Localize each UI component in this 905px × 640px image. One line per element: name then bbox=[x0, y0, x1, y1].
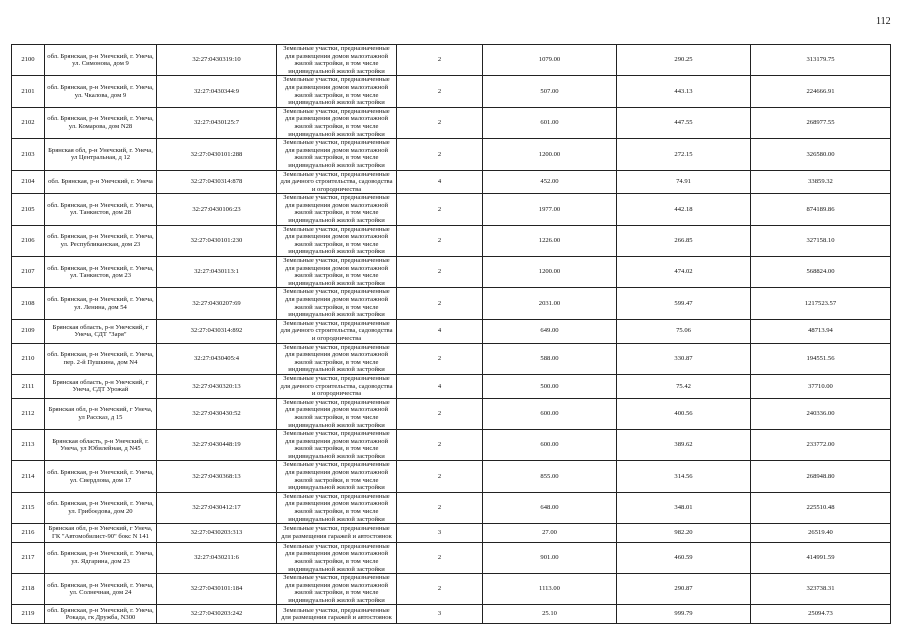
land-category-cell: Земельные участки, предназначенные для размещения домов малоэтажной жилой застройки, в том числе индивидуальной жилой застройки bbox=[277, 225, 397, 256]
address-cell: обл. Брянская, р-н Унечский, г. Унеча, Рокада, гк Дружба, N300 bbox=[45, 605, 157, 624]
land-category-cell: Земельные участки, предназначенные для дачного строительства, садоводства и огородничества bbox=[277, 374, 397, 398]
group-code-cell: 2 bbox=[397, 343, 483, 374]
cadastral-number-cell: 32:27:0430314:878 bbox=[157, 170, 277, 194]
row-number-cell: 2103 bbox=[12, 139, 45, 170]
cadastral-value-cell: 313179.75 bbox=[751, 45, 891, 76]
table-row bbox=[12, 374, 891, 398]
table-row bbox=[12, 194, 891, 225]
area-cell: 901.00 bbox=[483, 542, 617, 573]
cadastral-value-cell: 194551.56 bbox=[751, 343, 891, 374]
group-code-cell: 4 bbox=[397, 170, 483, 194]
table-row bbox=[12, 461, 891, 492]
cadastral-value-cell: 268977.55 bbox=[751, 107, 891, 138]
land-category-cell: Земельные участки, предназначенные для размещения домов малоэтажной жилой застройки, в том числе индивидуальной жилой застройки bbox=[277, 257, 397, 288]
table-row bbox=[12, 343, 891, 374]
table-row bbox=[12, 542, 891, 573]
land-category-cell: Земельные участки, предназначенные для дачного строительства, садоводства и огородничества bbox=[277, 170, 397, 194]
cadastral-number-cell: 32:27:0430319:10 bbox=[157, 45, 277, 76]
land-category-cell: Земельные участки, предназначенные для размещения домов малоэтажной жилой застройки, в том числе индивидуальной жилой застройки bbox=[277, 430, 397, 461]
cadastral-number-cell: 32:27:0430101:230 bbox=[157, 225, 277, 256]
row-number-cell: 2115 bbox=[12, 492, 45, 523]
row-number-cell: 2110 bbox=[12, 343, 45, 374]
cadastral-number-cell: 32:27:0430368:13 bbox=[157, 461, 277, 492]
row-number-cell: 2113 bbox=[12, 430, 45, 461]
address-cell: Брянская область, р-н Унечский, г. Унеча, ул Юбилейная, д N45 bbox=[45, 430, 157, 461]
area-cell: 1226.00 bbox=[483, 225, 617, 256]
group-code-cell: 2 bbox=[397, 492, 483, 523]
address-cell: Брянская обл, р-н Унечский, г Унеча, ул Рассказ, д 15 bbox=[45, 398, 157, 429]
address-cell: обл. Брянская, р-н Унечский, г. Унеча bbox=[45, 170, 157, 194]
group-code-cell: 2 bbox=[397, 139, 483, 170]
group-code-cell: 2 bbox=[397, 45, 483, 76]
cadastral-value-cell: 37710.00 bbox=[751, 374, 891, 398]
table-row bbox=[12, 139, 891, 170]
land-category-cell: Земельные участки, предназначенные для размещения домов малоэтажной жилой застройки, в том числе индивидуальной жилой застройки bbox=[277, 139, 397, 170]
row-number-cell: 2119 bbox=[12, 605, 45, 624]
land-category-cell: Земельные участки, предназначенные для размещения гаражей и автостоянок bbox=[277, 605, 397, 624]
table-body bbox=[12, 45, 891, 624]
specific-value-cell: 272.15 bbox=[617, 139, 751, 170]
row-number-cell: 2100 bbox=[12, 45, 45, 76]
row-number-cell: 2109 bbox=[12, 319, 45, 343]
cadastral-value-cell: 568824.00 bbox=[751, 257, 891, 288]
table-row bbox=[12, 492, 891, 523]
area-cell: 649.00 bbox=[483, 319, 617, 343]
cadastral-number-cell: 32:27:0430430:52 bbox=[157, 398, 277, 429]
table-row bbox=[12, 574, 891, 605]
address-cell: Брянская область, р-н Унечский, г Унеча, СДТ Урожай bbox=[45, 374, 157, 398]
cadastral-number-cell: 32:27:0430125:7 bbox=[157, 107, 277, 138]
specific-value-cell: 74.91 bbox=[617, 170, 751, 194]
specific-value-cell: 75.06 bbox=[617, 319, 751, 343]
land-category-cell: Земельные участки, предназначенные для размещения домов малоэтажной жилой застройки, в том числе индивидуальной жилой застройки bbox=[277, 288, 397, 319]
page-number: 112 bbox=[876, 16, 891, 27]
land-category-cell: Земельные участки, предназначенные для размещения домов малоэтажной жилой застройки, в том числе индивидуальной жилой застройки bbox=[277, 492, 397, 523]
table-row bbox=[12, 170, 891, 194]
address-cell: обл. Брянская, р-н Унечский, г. Унеча, ул. Грибоедова, дом 20 bbox=[45, 492, 157, 523]
land-category-cell: Земельные участки, предназначенные для размещения домов малоэтажной жилой застройки, в том числе индивидуальной жилой застройки bbox=[277, 107, 397, 138]
specific-value-cell: 290.87 bbox=[617, 574, 751, 605]
specific-value-cell: 599.47 bbox=[617, 288, 751, 319]
area-cell: 27.00 bbox=[483, 524, 617, 543]
cadastral-number-cell: 32:27:0430101:288 bbox=[157, 139, 277, 170]
row-number-cell: 2104 bbox=[12, 170, 45, 194]
specific-value-cell: 330.87 bbox=[617, 343, 751, 374]
group-code-cell: 4 bbox=[397, 319, 483, 343]
row-number-cell: 2111 bbox=[12, 374, 45, 398]
table-row bbox=[12, 107, 891, 138]
address-cell: обл. Брянская, р-н Унечский, г. Унеча, ул. Танкистов, дом 23 bbox=[45, 257, 157, 288]
specific-value-cell: 442.18 bbox=[617, 194, 751, 225]
land-category-cell: Земельные участки, предназначенные для размещения домов малоэтажной жилой застройки, в том числе индивидуальной жилой застройки bbox=[277, 45, 397, 76]
specific-value-cell: 460.59 bbox=[617, 542, 751, 573]
cadastral-value-cell: 25094.73 bbox=[751, 605, 891, 624]
table-row bbox=[12, 76, 891, 107]
cadastral-value-cell: 874189.86 bbox=[751, 194, 891, 225]
cadastral-number-cell: 32:27:0430101:184 bbox=[157, 574, 277, 605]
cadastral-number-cell: 32:27:0430448:19 bbox=[157, 430, 277, 461]
table-row bbox=[12, 430, 891, 461]
cadastral-value-cell: 225510.48 bbox=[751, 492, 891, 523]
cadastral-number-cell: 32:27:0430405:4 bbox=[157, 343, 277, 374]
table-row bbox=[12, 225, 891, 256]
cadastral-value-cell: 326580.00 bbox=[751, 139, 891, 170]
address-cell: обл. Брянская, р-н Унечский, г. Унеча, пер. 2-й Пушкина, дом N4 bbox=[45, 343, 157, 374]
row-number-cell: 2116 bbox=[12, 524, 45, 543]
land-category-cell: Земельные участки, предназначенные для размещения домов малоэтажной жилой застройки, в том числе индивидуальной жилой застройки bbox=[277, 542, 397, 573]
table-row bbox=[12, 45, 891, 76]
address-cell: обл. Брянская, р-н Унечский, г. Унеча, ул. Ядгарина, дом 23 bbox=[45, 542, 157, 573]
address-cell: обл. Брянская, р-н Унечский, г. Унеча, ул. Чкалова, дом 9 bbox=[45, 76, 157, 107]
cadastral-value-cell: 323738.31 bbox=[751, 574, 891, 605]
row-number-cell: 2117 bbox=[12, 542, 45, 573]
specific-value-cell: 266.85 bbox=[617, 225, 751, 256]
area-cell: 500.00 bbox=[483, 374, 617, 398]
land-category-cell: Земельные участки, предназначенные для дачного строительства, садоводства и огородничества bbox=[277, 319, 397, 343]
address-cell: Брянская обл, р-н Унечский, г. Унеча, ул Центральная, д 12 bbox=[45, 139, 157, 170]
table-row bbox=[12, 524, 891, 543]
specific-value-cell: 999.79 bbox=[617, 605, 751, 624]
area-cell: 25.10 bbox=[483, 605, 617, 624]
group-code-cell: 2 bbox=[397, 76, 483, 107]
group-code-cell: 2 bbox=[397, 194, 483, 225]
row-number-cell: 2118 bbox=[12, 574, 45, 605]
land-category-cell: Земельные участки, предназначенные для размещения домов малоэтажной жилой застройки, в том числе индивидуальной жилой застройки bbox=[277, 398, 397, 429]
group-code-cell: 2 bbox=[397, 225, 483, 256]
cadastral-value-cell: 26519.40 bbox=[751, 524, 891, 543]
table-row bbox=[12, 319, 891, 343]
specific-value-cell: 348.01 bbox=[617, 492, 751, 523]
cadastral-value-cell: 224666.91 bbox=[751, 76, 891, 107]
area-cell: 1200.00 bbox=[483, 139, 617, 170]
land-category-cell: Земельные участки, предназначенные для размещения домов малоэтажной жилой застройки, в том числе индивидуальной жилой застройки bbox=[277, 461, 397, 492]
specific-value-cell: 389.62 bbox=[617, 430, 751, 461]
group-code-cell: 3 bbox=[397, 605, 483, 624]
address-cell: обл. Брянская, р-н Унечский, г. Унеча, ул. Симонова, дом 9 bbox=[45, 45, 157, 76]
land-register-table bbox=[11, 44, 891, 624]
specific-value-cell: 75.42 bbox=[617, 374, 751, 398]
row-number-cell: 2105 bbox=[12, 194, 45, 225]
area-cell: 588.00 bbox=[483, 343, 617, 374]
address-cell: обл. Брянская, р-н Унечский, г. Унеча, ул. Ленина, дом 54 bbox=[45, 288, 157, 319]
specific-value-cell: 447.55 bbox=[617, 107, 751, 138]
area-cell: 2031.00 bbox=[483, 288, 617, 319]
row-number-cell: 2112 bbox=[12, 398, 45, 429]
area-cell: 1977.00 bbox=[483, 194, 617, 225]
land-category-cell: Земельные участки, предназначенные для размещения гаражей и автостоянок bbox=[277, 524, 397, 543]
land-category-cell: Земельные участки, предназначенные для размещения домов малоэтажной жилой застройки, в том числе индивидуальной жилой застройки bbox=[277, 194, 397, 225]
row-number-cell: 2107 bbox=[12, 257, 45, 288]
area-cell: 1079.00 bbox=[483, 45, 617, 76]
group-code-cell: 2 bbox=[397, 430, 483, 461]
cadastral-value-cell: 240336.00 bbox=[751, 398, 891, 429]
specific-value-cell: 400.56 bbox=[617, 398, 751, 429]
cadastral-number-cell: 32:27:0430412:17 bbox=[157, 492, 277, 523]
group-code-cell: 2 bbox=[397, 461, 483, 492]
cadastral-value-cell: 33859.32 bbox=[751, 170, 891, 194]
address-cell: обл. Брянская, р-н Унечский, г. Унеча, ул. Танкистов, дом 28 bbox=[45, 194, 157, 225]
area-cell: 601.00 bbox=[483, 107, 617, 138]
specific-value-cell: 290.25 bbox=[617, 45, 751, 76]
table-row bbox=[12, 605, 891, 624]
row-number-cell: 2108 bbox=[12, 288, 45, 319]
row-number-cell: 2106 bbox=[12, 225, 45, 256]
specific-value-cell: 314.56 bbox=[617, 461, 751, 492]
group-code-cell: 2 bbox=[397, 288, 483, 319]
area-cell: 600.00 bbox=[483, 398, 617, 429]
specific-value-cell: 443.13 bbox=[617, 76, 751, 107]
address-cell: Брянская обл, р-н Унечский, г Унеча, ГК "Автомобилист-90" бокс N 141 bbox=[45, 524, 157, 543]
group-code-cell: 2 bbox=[397, 257, 483, 288]
group-code-cell: 2 bbox=[397, 574, 483, 605]
cadastral-value-cell: 1217523.57 bbox=[751, 288, 891, 319]
address-cell: обл. Брянская, р-н Унечский, г. Унеча, ул. Свердлова, дом 17 bbox=[45, 461, 157, 492]
cadastral-number-cell: 32:27:0430203:242 bbox=[157, 605, 277, 624]
cadastral-number-cell: 32:27:0430320:13 bbox=[157, 374, 277, 398]
group-code-cell: 2 bbox=[397, 542, 483, 573]
group-code-cell: 2 bbox=[397, 398, 483, 429]
specific-value-cell: 474.02 bbox=[617, 257, 751, 288]
cadastral-number-cell: 32:27:0430207:69 bbox=[157, 288, 277, 319]
land-category-cell: Земельные участки, предназначенные для размещения домов малоэтажной жилой застройки, в том числе индивидуальной жилой застройки bbox=[277, 574, 397, 605]
table-row bbox=[12, 257, 891, 288]
cadastral-number-cell: 32:27:0430344:9 bbox=[157, 76, 277, 107]
cadastral-number-cell: 32:27:0430314:892 bbox=[157, 319, 277, 343]
land-category-cell: Земельные участки, предназначенные для размещения домов малоэтажной жилой застройки, в том числе индивидуальной жилой застройки bbox=[277, 343, 397, 374]
area-cell: 1200.00 bbox=[483, 257, 617, 288]
cadastral-number-cell: 32:27:0430113:1 bbox=[157, 257, 277, 288]
cadastral-number-cell: 32:27:0430203:313 bbox=[157, 524, 277, 543]
row-number-cell: 2101 bbox=[12, 76, 45, 107]
cadastral-value-cell: 414991.59 bbox=[751, 542, 891, 573]
group-code-cell: 2 bbox=[397, 107, 483, 138]
specific-value-cell: 982.20 bbox=[617, 524, 751, 543]
address-cell: обл. Брянская, р-н Унечский, г. Унеча, ул. Комарова, дом N28 bbox=[45, 107, 157, 138]
cadastral-value-cell: 48713.94 bbox=[751, 319, 891, 343]
cadastral-number-cell: 32:27:0430106:23 bbox=[157, 194, 277, 225]
table-row bbox=[12, 398, 891, 429]
address-cell: обл. Брянская, р-н Унечский, г. Унеча, ул. Республиканская, дом 23 bbox=[45, 225, 157, 256]
cadastral-number-cell: 32:27:0430211:6 bbox=[157, 542, 277, 573]
land-category-cell: Земельные участки, предназначенные для размещения домов малоэтажной жилой застройки, в том числе индивидуальной жилой застройки bbox=[277, 76, 397, 107]
address-cell: Брянская область, р-н Унечский, г Унеча, СДТ "Заря" bbox=[45, 319, 157, 343]
group-code-cell: 4 bbox=[397, 374, 483, 398]
area-cell: 1113.00 bbox=[483, 574, 617, 605]
table-row bbox=[12, 288, 891, 319]
cadastral-value-cell: 268948.80 bbox=[751, 461, 891, 492]
area-cell: 600.00 bbox=[483, 430, 617, 461]
area-cell: 452.00 bbox=[483, 170, 617, 194]
area-cell: 507.00 bbox=[483, 76, 617, 107]
group-code-cell: 3 bbox=[397, 524, 483, 543]
row-number-cell: 2102 bbox=[12, 107, 45, 138]
cadastral-value-cell: 233772.00 bbox=[751, 430, 891, 461]
cadastral-value-cell: 327158.10 bbox=[751, 225, 891, 256]
area-cell: 855.00 bbox=[483, 461, 617, 492]
area-cell: 648.00 bbox=[483, 492, 617, 523]
row-number-cell: 2114 bbox=[12, 461, 45, 492]
address-cell: обл. Брянская, р-н Унечский, г. Унеча, ул. Солнечная, дом 24 bbox=[45, 574, 157, 605]
